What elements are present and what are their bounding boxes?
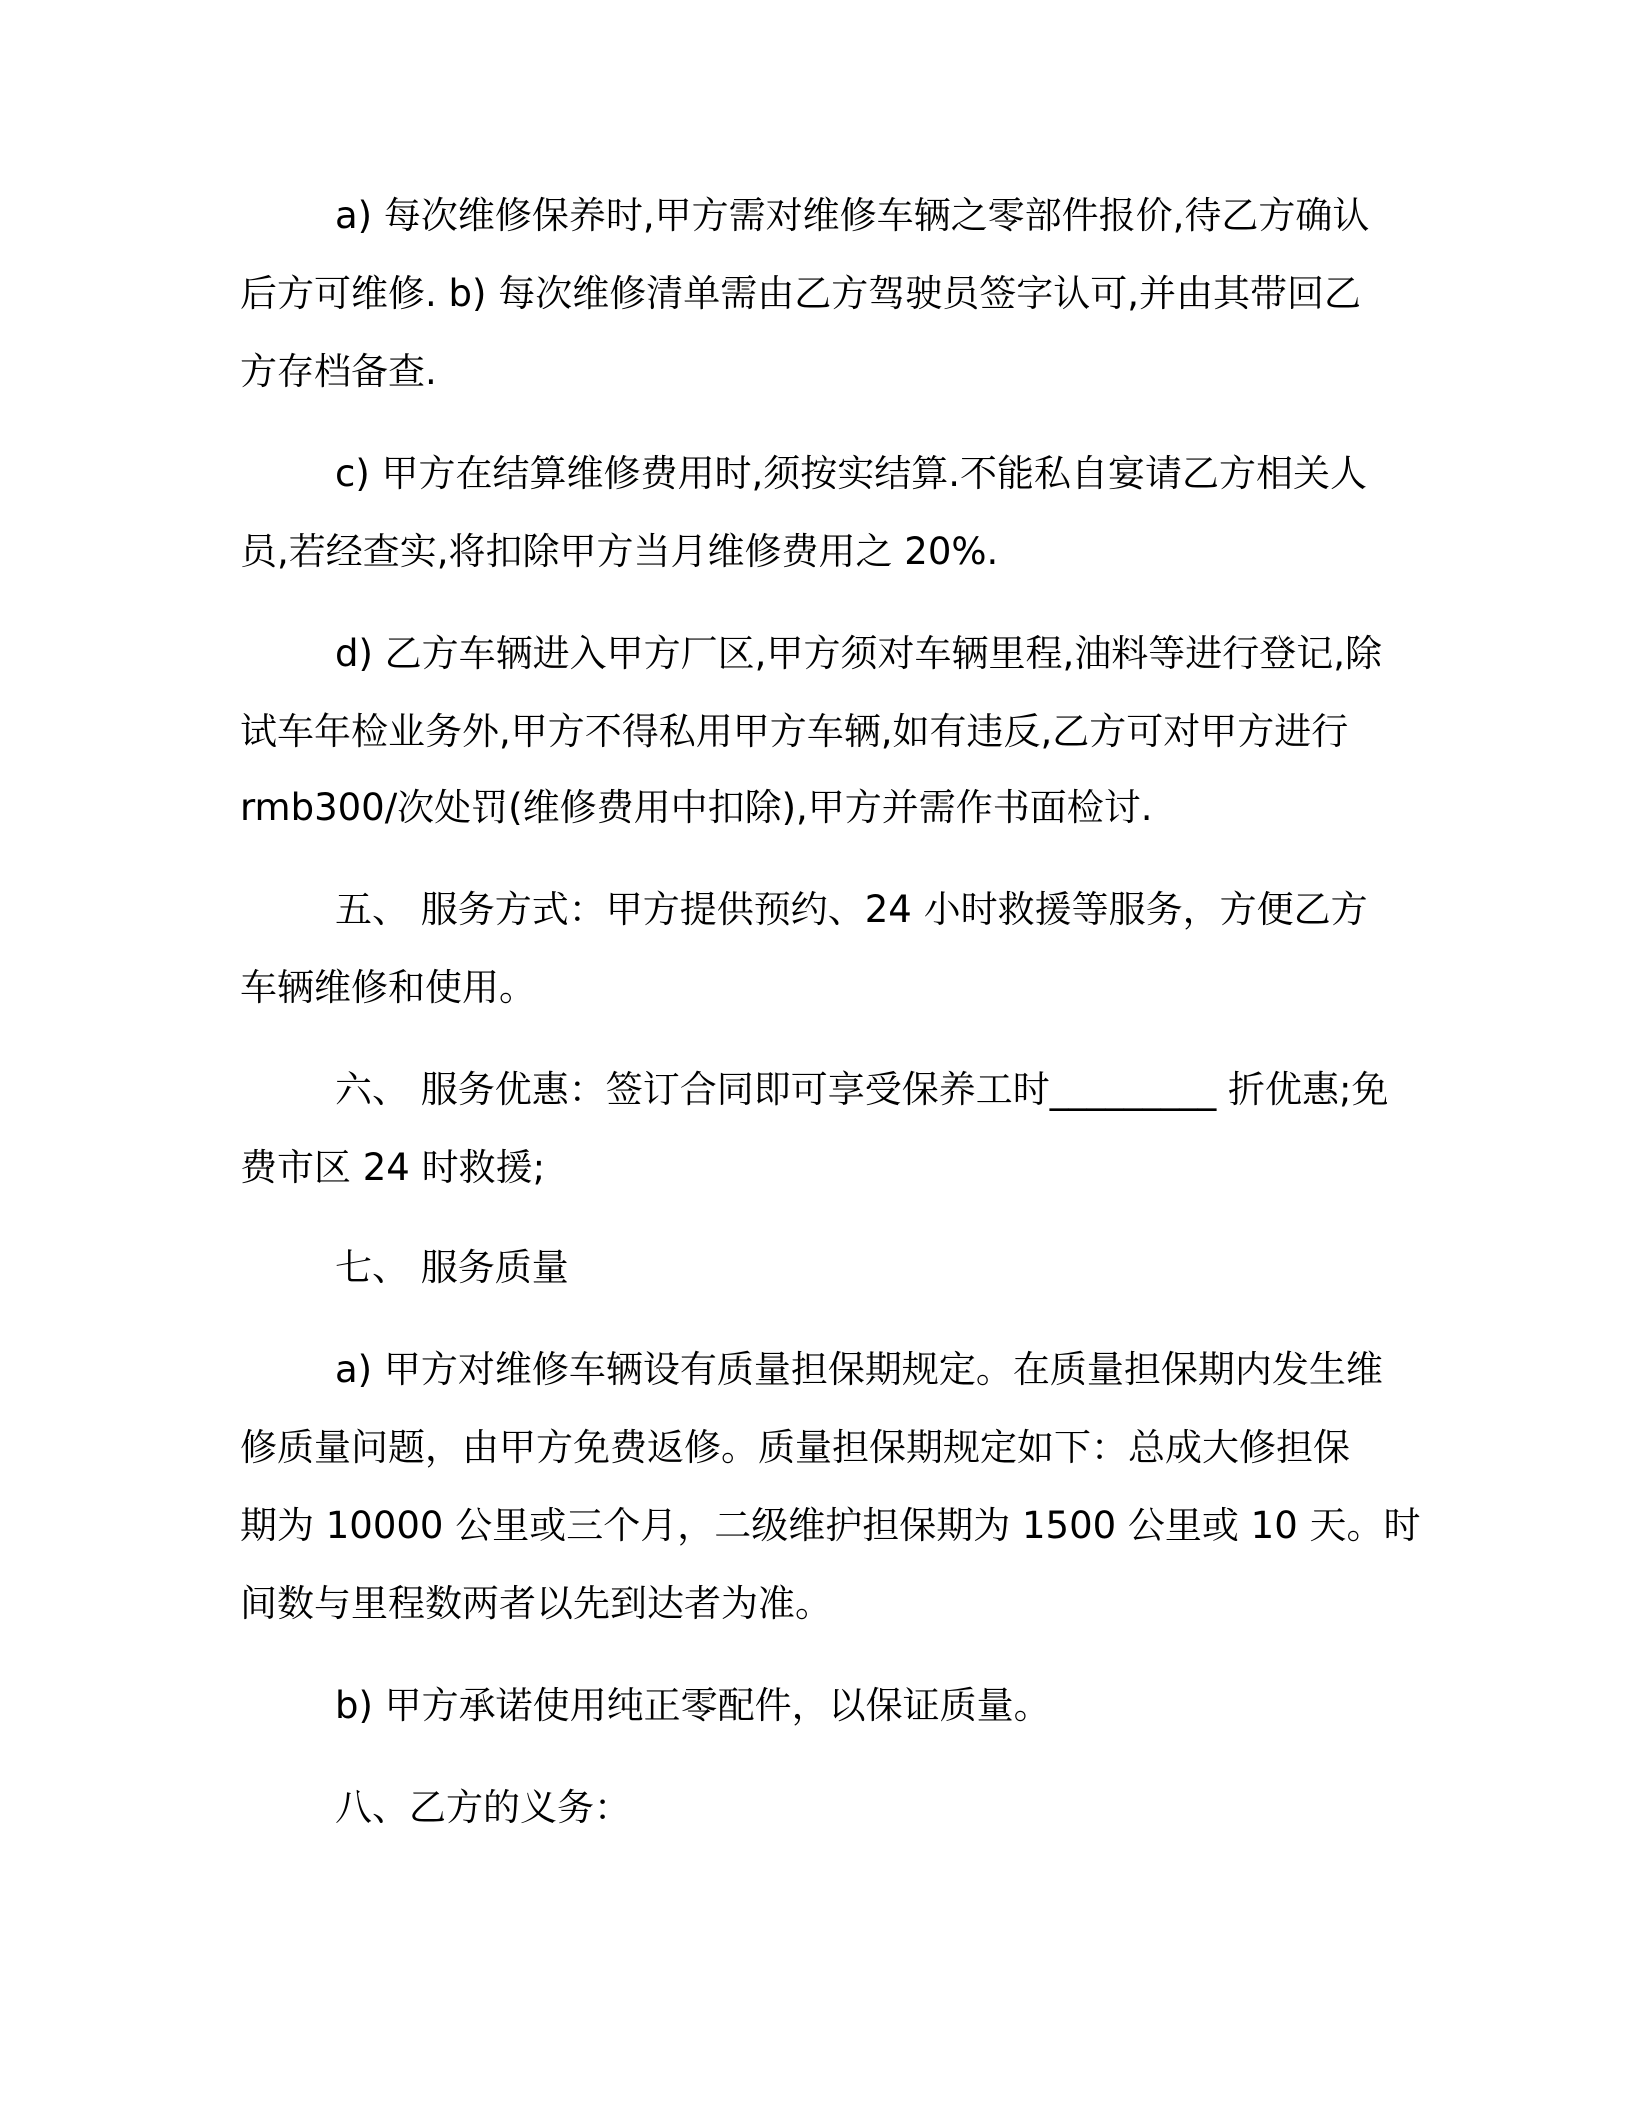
text-line: b) 甲方承诺使用纯正零配件，以保证质量。 [335,1684,1051,1727]
text-line: 间数与里程数两者以先到达者为准。 [240,1582,832,1625]
section-heading: 八、乙方的义务： [335,1786,631,1829]
text-line: 员,若经查实,将扣除甲方当月维修费用之 20%. [240,530,999,573]
text-line: 方存档备查. [240,350,437,393]
text-line: 后方可维修. b) 每次维修清单需由乙方驾驶员签字认可,并由其带回乙 [240,272,1361,315]
section-heading: 五、 服务方式：甲方提供预约、24 小时救援等服务，方便乙方 [335,888,1368,931]
text-line: a) 甲方对维修车辆设有质量担保期规定。在质量担保期内发生维 [335,1348,1383,1391]
section-heading: 六、 服务优惠：签订合同即可享受保养工时_________ 折优惠;免 [335,1068,1389,1111]
section-heading: 七、 服务质量 [335,1246,569,1289]
text-line: c) 甲方在结算维修费用时,须按实结算.不能私自宴请乙方相关人 [335,452,1368,495]
text-line: rmb300/次处罚(维修费用中扣除),甲方并需作书面检讨. [240,786,1153,829]
text-line: 期为 10000 公里或三个月，二级维护担保期为 1500 公里或 10 天。时 [240,1504,1421,1547]
text-line: 费市区 24 时救援; [240,1146,546,1189]
text-line: d) 乙方车辆进入甲方厂区,甲方须对车辆里程,油料等进行登记,除 [335,632,1382,675]
text-line: 修质量问题，由甲方免费返修。质量担保期规定如下：总成大修担保 [240,1426,1350,1469]
text-line: a) 每次维修保养时,甲方需对维修车辆之零部件报价,待乙方确认 [335,194,1370,237]
text-line: 车辆维修和使用。 [240,966,536,1009]
text-line: 试车年检业务外,甲方不得私用甲方车辆,如有违反,乙方可对甲方进行 [240,710,1349,753]
